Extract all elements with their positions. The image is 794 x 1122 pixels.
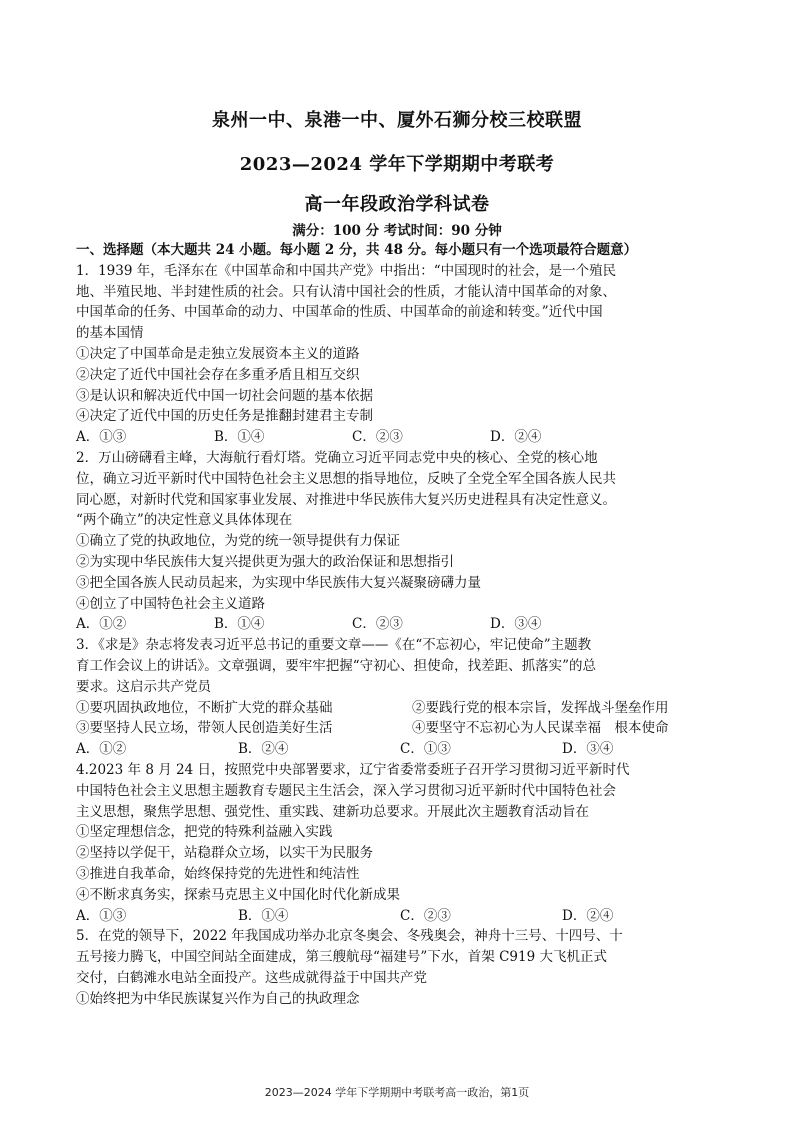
score-time-info: 满分：100 分 考试时间：90 分钟 bbox=[292, 223, 502, 239]
statement-item: ③是认识和解决近代中国一切社会问题的基本依据 bbox=[76, 387, 373, 404]
question-2 bbox=[76, 448, 724, 635]
statement-row bbox=[76, 718, 724, 739]
section-title: 一、选择题（本大题共 24 小题。每小题 2 分，共 48 分。每小题只有一个选项最符合题意） bbox=[76, 242, 638, 258]
option-a: A．①③ bbox=[76, 429, 127, 446]
question-stem-line: 要求。这启示共产党员 bbox=[76, 678, 211, 695]
question-5 bbox=[76, 926, 724, 1009]
question-stem-line: 中国特色社会主义思想主题教育专题民主生活会，深入学习贯彻习近平新时代中国特色社会 bbox=[76, 782, 616, 799]
option-b: B．②④ bbox=[238, 741, 289, 758]
option-b: B．①④ bbox=[214, 429, 265, 446]
option-b: B．①④ bbox=[214, 616, 265, 633]
answer-options bbox=[76, 739, 724, 760]
statement-item: ④不断求真务实，探索马克思主义中国化时代化新成果 bbox=[76, 886, 400, 903]
statement-item: ②要践行党的根本宗旨，发挥战斗堡垒作用 bbox=[412, 699, 669, 716]
answer-options bbox=[76, 427, 724, 448]
statement-item: ④决定了近代中国的历史任务是推翻封建君主专制 bbox=[76, 408, 373, 425]
question-stem-line: 中国革命的任务、中国革命的动力、中国革命的性质、中国革命的前途和转变。”近代中国 bbox=[76, 304, 603, 321]
question-stem-line: 位，确立习近平新时代中国特色社会主义思想的指导地位，反映了全党全军全国各族人民共 bbox=[76, 470, 616, 487]
question-stem-line: 1．1939 年，毛泽东在《中国革命和中国共产党》中指出：“中国现时的社会，是一个殖民 bbox=[76, 262, 617, 279]
question-stem-line: 五号接力腾飞，中国空间站全面建成，第三艘航母“福建号”下水，首架 C919 大飞机正式 bbox=[76, 949, 607, 966]
option-a: A．①② bbox=[76, 741, 127, 758]
statement-item: ①要巩固执政地位，不断扩大党的群众基础 bbox=[76, 699, 333, 716]
statement-item: ④创立了中国特色社会主义道路 bbox=[76, 595, 265, 612]
option-d: D．③④ bbox=[562, 741, 614, 758]
option-c: C．①③ bbox=[400, 741, 451, 758]
question-content bbox=[76, 240, 724, 1009]
answer-options bbox=[76, 614, 724, 635]
paper-subject-title: 高一年段政治学科试卷 bbox=[304, 194, 490, 215]
answer-options bbox=[76, 906, 724, 927]
question-stem-line: 3．《求是》杂志将发表习近平总书记的重要文章——《在“不忘初心，牢记使命”主题教 bbox=[76, 637, 592, 654]
statement-item: ①决定了中国革命是走独立发展资本主义的道路 bbox=[76, 345, 360, 362]
exam-term-title: 2023—2024 学年下学期期中考联考 bbox=[239, 154, 555, 175]
statement-item: ①确立了党的执政地位，为党的统一领导提供有力保证 bbox=[76, 533, 400, 550]
option-d: D．③④ bbox=[490, 616, 542, 633]
statement-item: ②决定了近代中国社会存在多重矛盾且相互交织 bbox=[76, 366, 360, 383]
question-3 bbox=[76, 635, 724, 760]
option-d: D．②④ bbox=[490, 429, 542, 446]
question-stem-line: 育工作会议上的讲话》。文章强调，要牢牢把握“守初心、担使命，找差距、抓落实”的总 bbox=[76, 657, 597, 674]
option-b: B．①④ bbox=[238, 907, 289, 924]
question-stem-line: 4.2023 年 8 月 24 日，按照党中央部署要求，辽宁省委常委班子召开学习贯彻习近平新时代 bbox=[76, 761, 630, 778]
statement-row bbox=[76, 698, 724, 719]
statement-item: ②坚持以学促干，站稳群众立场，以实干为民服务 bbox=[76, 845, 373, 862]
option-a: A．①② bbox=[76, 616, 127, 633]
question-stem-line: 同心愿，对新时代党和国家事业发展、对推进中华民族伟大复兴历史进程具有决定性意义。 bbox=[76, 491, 616, 508]
option-a: A．①③ bbox=[76, 907, 127, 924]
statement-item: ①始终把为中华民族谋复兴作为自己的执政理念 bbox=[76, 990, 360, 1007]
option-c: C．②③ bbox=[400, 907, 451, 924]
statement-item: ③把全国各族人民动员起来，为实现中华民族伟大复兴凝聚磅礴力量 bbox=[76, 574, 481, 591]
statement-item: ①坚定理想信念，把党的特殊利益融入实践 bbox=[76, 824, 333, 841]
page-footer: 2023—2024 学年下学期期中考联考高一政治，第1页 bbox=[264, 1086, 530, 1099]
question-stem-line: 的基本国情 bbox=[76, 325, 144, 342]
option-d: D．②④ bbox=[562, 907, 614, 924]
question-stem-line: 5．在党的领导下，2022 年我国成功举办北京冬奥会、冬残奥会，神舟十三号、十四号、十 bbox=[76, 928, 623, 945]
statement-item: ③推进自我革命，始终保持党的先进性和纯洁性 bbox=[76, 865, 360, 882]
statement-item: ③要坚持人民立场，带领人民创造美好生活 bbox=[76, 720, 333, 737]
question-stem-line: 地、半殖民地、半封建性质的社会。只有认清中国社会的性质，才能认清中国革命的对象、 bbox=[76, 283, 616, 300]
question-stem-line: “两个确立”的决定性意义具体体现在 bbox=[76, 512, 293, 529]
school-alliance-title: 泉州一中、泉港一中、厦外石狮分校三校联盟 bbox=[212, 110, 582, 131]
question-1 bbox=[76, 261, 724, 448]
question-stem-line: 主义思想，聚焦学思想、强党性、重实践、建新功总要求。开展此次主题教育活动旨在 bbox=[76, 803, 589, 820]
question-stem-line: 交付，白鹤滩水电站全面投产。这些成就得益于中国共产党 bbox=[76, 969, 427, 986]
statement-item: ④要坚守不忘初心为人民谋幸福 根本使命 bbox=[412, 720, 669, 737]
question-stem-line: 2．万山磅礴看主峰，大海航行看灯塔。党确立习近平同志党中央的核心、全党的核心地 bbox=[76, 449, 598, 466]
question-4 bbox=[76, 760, 724, 926]
statement-item: ②为实现中华民族伟大复兴提供更为强大的政治保证和思想指引 bbox=[76, 553, 454, 570]
option-c: C．②③ bbox=[352, 616, 403, 633]
option-c: C．②③ bbox=[352, 429, 403, 446]
